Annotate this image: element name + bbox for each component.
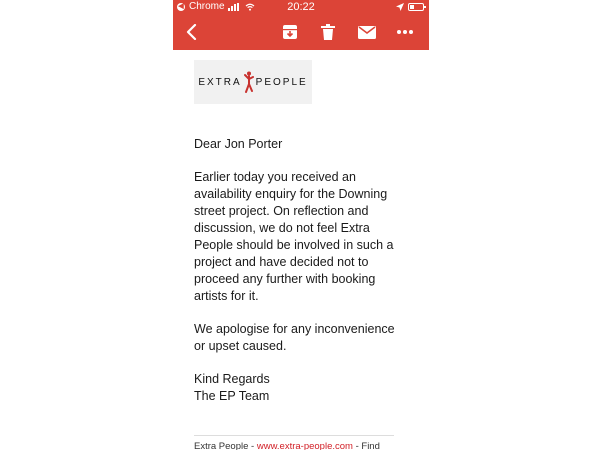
location-icon [396, 3, 404, 11]
footer-prefix: Extra People - [194, 441, 257, 450]
email-greeting: Dear Jon Porter [194, 137, 283, 151]
sign-off-line-1: Kind Regards [194, 372, 270, 386]
phone-screen [173, 0, 429, 450]
footer-divider [194, 435, 394, 436]
extra-people-logo [194, 60, 312, 104]
mail-icon[interactable] [357, 22, 377, 42]
sign-off-line-2: The EP Team [194, 389, 270, 403]
footer-suffix: - Find [352, 441, 380, 450]
back-app-label[interactable]: Chrome [189, 1, 225, 12]
logo-text-right: PEOPLE [255, 76, 308, 88]
battery-icon [408, 3, 424, 11]
status-time: 20:22 [287, 1, 315, 13]
battery-fill [410, 5, 414, 9]
email-toolbar [173, 14, 429, 50]
archive-icon[interactable] [280, 22, 300, 42]
trash-icon[interactable] [318, 22, 338, 42]
email-paragraph-2: We apologise for any inconvenience or upset caused. [194, 322, 395, 353]
email-body [194, 60, 399, 450]
more-horiz-icon[interactable] [395, 22, 415, 42]
email-paragraph-1: Earlier today you received an availability enquiry for the Downing street project. On reflection and discussion, we do not feel Extra People should be involved in such a project and have decided not to proceed any further with booking artists for it. [194, 170, 394, 303]
email-footer [194, 441, 399, 450]
logo-text-left: EXTRA [198, 76, 242, 88]
footer-website-link[interactable]: www.extra-people.com [256, 441, 353, 450]
status-bar [173, 0, 429, 14]
back-to-app-icon[interactable]: ◀ [178, 3, 184, 10]
email-sign-off [194, 371, 399, 405]
back-arrow-icon[interactable] [181, 22, 201, 42]
dancer-figure-icon [244, 71, 254, 93]
status-right [396, 0, 424, 14]
